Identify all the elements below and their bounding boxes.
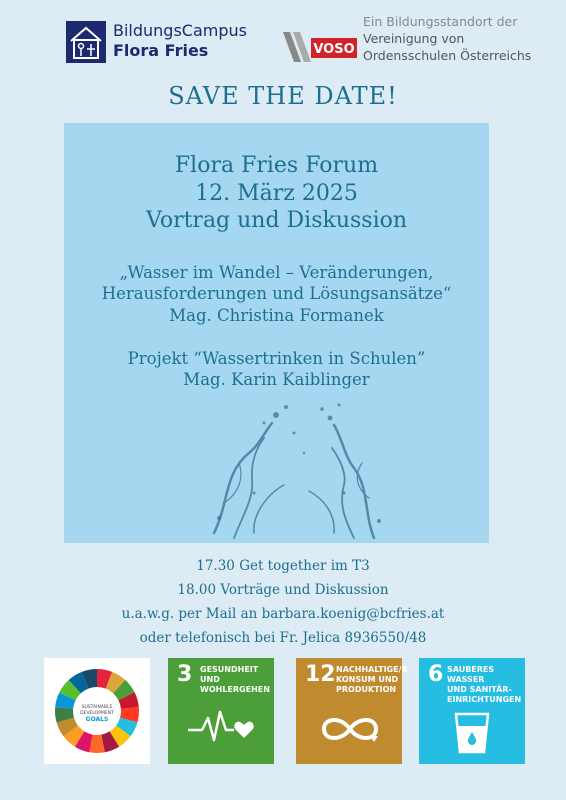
voso-text-line1: Ein Bildungsstandort der [363,14,518,29]
water-glass-icon [452,708,492,756]
voso-logo-icon [283,32,363,64]
sdg-wheel-label: SUSTAINABLE [81,705,113,710]
campus-name-line1: BildungsCampus [113,21,247,40]
speaker-1: Mag. Christina Formanek [169,306,384,325]
sdg-title-line3: EINRICHTUNGEN [447,695,522,704]
sdg-title-line1: GESUNDHEIT UND [200,665,259,684]
sdg-tile-6 [419,658,525,764]
campus-name-line2: Flora Fries [113,41,209,60]
heartbeat-icon [186,708,258,748]
sdg-wheel-icon [44,658,150,764]
speaker-2: Mag. Karin Kaiblinger [183,370,370,389]
info-line-program: 18.00 Vorträge und Diskussion [177,582,389,598]
sdg-title-line1: NACHHALTIGE/R [336,665,408,674]
talk-title-line1: „Wasser im Wandel – Veränderungen, [119,263,434,282]
sdg-number: 12 [305,662,336,687]
headline: SAVE THE DATE! [168,82,398,110]
sdg-wheel-label-3: GOALS [85,716,109,723]
sdg-tile-3 [168,658,274,764]
event-name: Flora Fries Forum [174,153,379,178]
sdg-title-line2: WOHLERGEHEN [200,685,270,694]
water-splash-image [194,393,394,543]
sdg-wheel-label-2: DEVELOPMENT [80,711,114,716]
sdg-wheel-tile [44,658,150,764]
sdg-title-line1: SAUBERES WASSER [447,665,495,684]
house-family-icon [66,21,106,63]
event-format: Vortrag und Diskussion [145,208,408,233]
voso-text-line3: Ordensschulen Österreichs [363,48,532,63]
voso-text-line2: Vereinigung von [363,31,465,46]
event-box [64,123,489,543]
bildungscampus-logo [66,21,256,63]
sdg-title [336,665,408,695]
infinity-icon [314,706,386,752]
sdg-title-line3: PRODUKTION [336,685,397,694]
info-line-rsvp-phone: oder telefonisch bei Fr. Jelica 8936550/48 [139,630,427,646]
sdg-title-line2: KONSUM UND [336,675,399,684]
sdg-number: 6 [428,662,444,687]
info-line-rsvp-mail: u.a.w.g. per Mail an barbara.koenig@bcfries.at [121,606,445,622]
sdg-title [200,665,274,695]
event-date: 12. März 2025 [195,181,358,206]
info-line-get-together: 17.30 Get together im T3 [196,558,370,574]
talk-title-line2: Herausforderungen und Lösungsansätze“ [101,284,452,303]
project-title: Projekt “Wassertrinken in Schulen” [127,349,426,368]
sdg-title-line2: UND SANITÄR- [447,685,512,694]
sdg-number: 3 [177,662,193,687]
sdg-title [447,665,525,705]
sdg-tile-12 [296,658,408,764]
voso-brand-text: VOSO [313,42,355,57]
voso-logo [283,14,553,69]
